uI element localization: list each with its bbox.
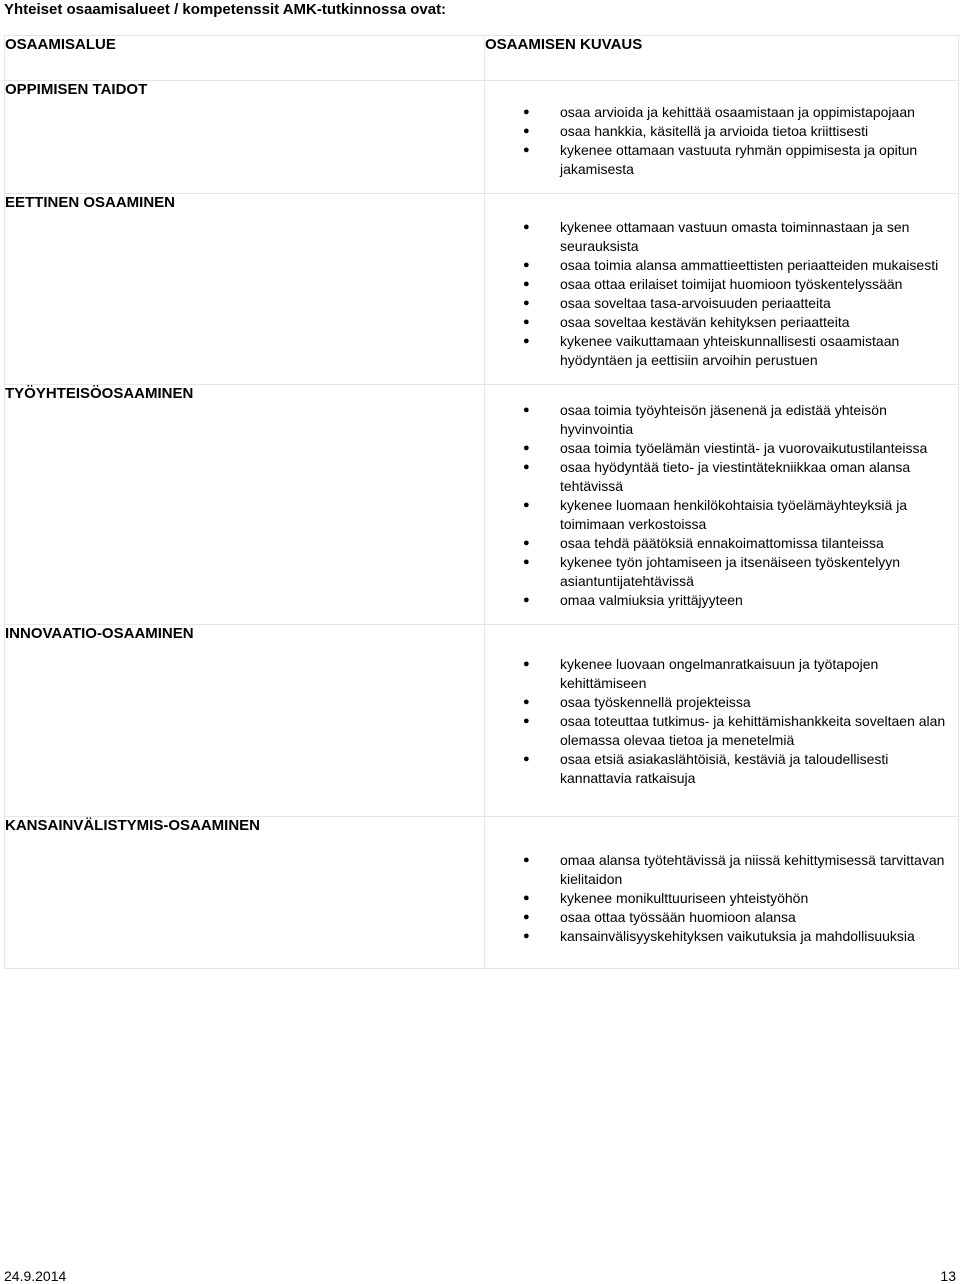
area-description — [485, 625, 959, 817]
description-list — [485, 625, 958, 816]
area-name: EETTINEN OSAAMINEN — [5, 194, 485, 385]
description-list — [485, 194, 958, 384]
list-item: ● kansainvälisyyskehityksen vaikutuksia ja mahdollisuuksia — [523, 928, 915, 944]
bullet-icon: ● — [523, 594, 530, 606]
list-item: ● kykenee luovaan ongelmanratkaisuun ja työtapojen kehittämiseen — [523, 656, 879, 691]
list-item: ● osaa toimia työyhteisön jäsenenä ja edistää yhteisön hyvinvointia — [523, 402, 887, 437]
bullet-icon: ● — [523, 442, 530, 454]
column-header-area: OSAAMISALUE — [5, 36, 485, 81]
list-item: ● osaa arvioida ja kehittää osaamistaan ja oppimistapojaan — [523, 104, 915, 120]
list-item: ● kykenee ottamaan vastuuta ryhmän oppimisesta ja opitun jakamisesta — [523, 142, 918, 177]
bullet-icon: ● — [523, 221, 530, 233]
list-item: ● osaa toimia työelämän viestintä- ja vuorovaikutustilanteissa — [523, 440, 928, 456]
list-item: ● kykenee monikulttuuriseen yhteistyöhön — [523, 890, 809, 906]
description-list — [485, 817, 958, 968]
bullet-icon: ● — [523, 335, 530, 347]
list-item: ● osaa etsiä asiakaslähtöisiä, kestäviä ja taloudellisesti kannattavia ratkaisuja — [523, 751, 889, 786]
bullet-icon: ● — [523, 658, 530, 670]
description-list — [485, 385, 958, 624]
bullet-icon: ● — [523, 106, 530, 118]
list-item: ● osaa tehdä päätöksiä ennakoimattomissa tilanteissa — [523, 535, 884, 551]
area-description — [485, 385, 959, 625]
list-item: ● osaa työskennellä projekteissa — [523, 694, 751, 710]
bullet-icon: ● — [523, 125, 530, 137]
list-item: ● osaa ottaa työssään huomioon alansa — [523, 909, 796, 925]
table-row — [5, 817, 959, 969]
table-header-row — [5, 36, 959, 81]
list-item: ● osaa hankkia, käsitellä ja arvioida tietoa kriittisesti — [523, 123, 869, 139]
description-list — [485, 81, 958, 193]
bullet-icon: ● — [523, 461, 530, 473]
list-item: ● osaa soveltaa kestävän kehityksen periaatteita — [523, 314, 850, 330]
list-item: ● osaa hyödyntää tieto- ja viestintätekniikkaa oman alansa tehtävissä — [523, 459, 911, 494]
list-item: ● osaa ottaa erilaiset toimijat huomioon työskentelyssään — [523, 276, 903, 292]
bullet-icon: ● — [523, 297, 530, 309]
table-row — [5, 194, 959, 385]
competence-table — [4, 35, 959, 969]
list-item: ● omaa valmiuksia yrittäjyyteen — [523, 592, 743, 608]
page-number: 13 — [940, 1268, 956, 1284]
area-description — [485, 817, 959, 969]
list-item: ● osaa toteuttaa tutkimus- ja kehittämishankkeita soveltaen alan olemassa olevaa tietoa ja menetelmiä — [523, 713, 946, 748]
table-row — [5, 81, 959, 194]
list-item: ● kykenee työn johtamiseen ja itsenäiseen työskentelyyn asiantuntijatehtävissä — [523, 554, 901, 589]
bullet-icon: ● — [523, 930, 530, 942]
list-item: ● osaa soveltaa tasa-arvoisuuden periaatteita — [523, 295, 831, 311]
page-title: Yhteiset osaamisalueet / kompetenssit AMK-tutkinnossa ovat: — [4, 1, 447, 18]
area-description — [485, 81, 959, 194]
bullet-icon: ● — [523, 556, 530, 568]
bullet-icon: ● — [523, 144, 530, 156]
bullet-icon: ● — [523, 278, 530, 290]
area-name: KANSAINVÄLISTYMIS-OSAAMINEN — [5, 817, 485, 969]
list-item: ● osaa toimia alansa ammattieettisten periaatteiden mukaisesti — [523, 257, 939, 273]
bullet-icon: ● — [523, 259, 530, 271]
bullet-icon: ● — [523, 715, 530, 727]
bullet-icon: ● — [523, 404, 530, 416]
table-row — [5, 625, 959, 817]
bullet-icon: ● — [523, 316, 530, 328]
bullet-icon: ● — [523, 854, 530, 866]
list-item: ● kykenee luomaan henkilökohtaisia työelämäyhteyksiä ja toimimaan verkostoissa — [523, 497, 908, 532]
bullet-icon: ● — [523, 911, 530, 923]
list-item: ● kykenee ottamaan vastuun omasta toiminnastaan ja sen seurauksista — [523, 219, 910, 254]
bullet-icon: ● — [523, 537, 530, 549]
area-description — [485, 194, 959, 385]
table-row — [5, 385, 959, 625]
list-item: ● omaa alansa työtehtävissä ja niissä kehittymisessä tarvittavan kielitaidon — [523, 852, 945, 887]
footer-date: 24.9.2014 — [4, 1268, 67, 1284]
bullet-icon: ● — [523, 696, 530, 708]
area-name: OPPIMISEN TAIDOT — [5, 81, 485, 194]
bullet-icon: ● — [523, 892, 530, 904]
bullet-icon: ● — [523, 753, 530, 765]
column-header-description: OSAAMISEN KUVAUS — [485, 36, 959, 81]
bullet-icon: ● — [523, 499, 530, 511]
area-name: TYÖYHTEISÖOSAAMINEN — [5, 385, 485, 625]
list-item: ● kykenee vaikuttamaan yhteiskunnallisesti osaamistaan hyödyntäen ja eettisiin arvoihin perustuen — [523, 333, 900, 368]
area-name: INNOVAATIO-OSAAMINEN — [5, 625, 485, 817]
